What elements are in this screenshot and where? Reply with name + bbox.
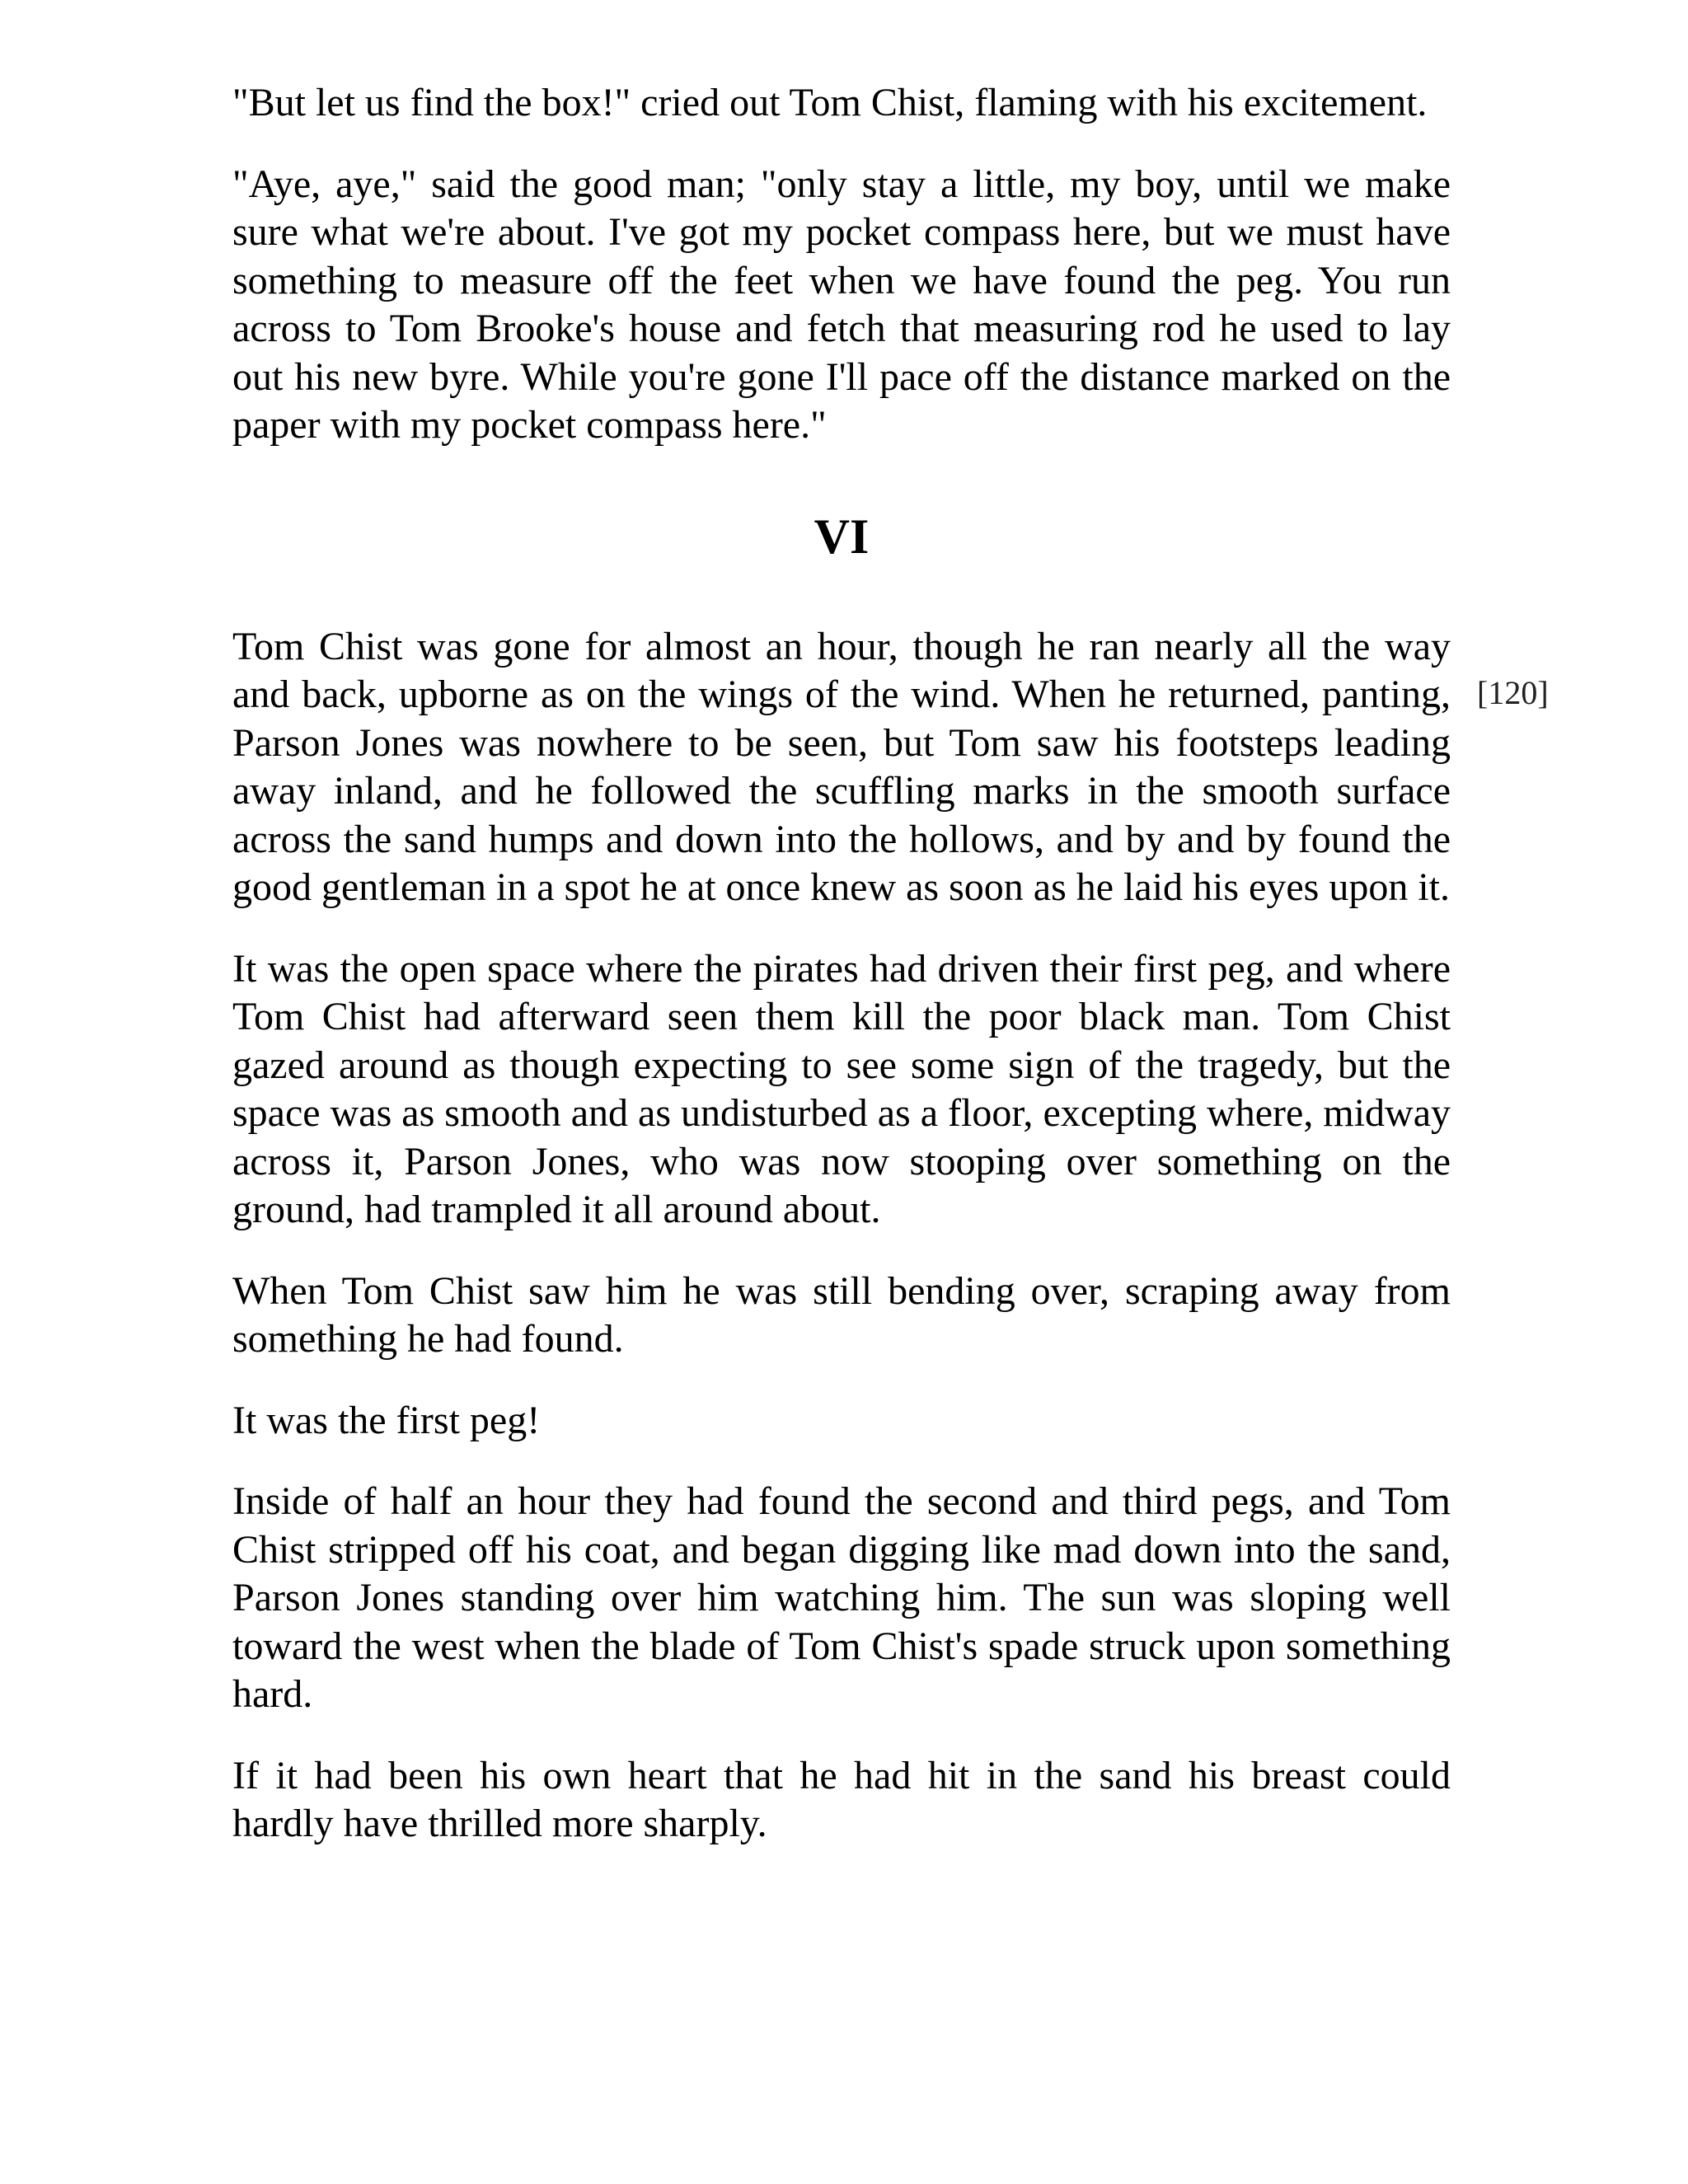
paragraph: If it had been his own heart that he had hit in the sand his breast could hardly have thrilled more sharply. xyxy=(232,1753,1451,1845)
chapter-heading: VI xyxy=(814,509,870,564)
paragraph: "But let us find the box!" cried out Tom Chist, flaming with his excitement. xyxy=(232,81,1428,124)
chapter-opening xyxy=(232,623,1549,912)
page-content xyxy=(232,79,1549,1882)
paragraph: "Aye, aye," said the good man; "only stay a little, my boy, until we make sure what we're about. I've got my pocket compass here, but we must have something to measure off the feet when we have found the peg. You run across to Tom Brooke's house and fetch that measuring rod he used to lay out his new byre. While you're gone I'll pace off the distance marked on the paper with my pocket compass here." xyxy=(232,162,1451,447)
paragraph: It was the open space where the pirates had driven their first peg, and where Tom Chist had afterward seen them kill the poor black man. Tom Chist gazed around as though expecting to see some sign of the tragedy, but the space was as smooth and as undisturbed as a floor, excepting where, midway across it, Parson Jones, who was now stooping over something on the ground, had trampled it all around about. xyxy=(232,946,1451,1231)
paragraph: When Tom Chist saw him he was still bending over, scraping away from something he had found. xyxy=(232,1268,1451,1361)
page-number: [120] xyxy=(1477,673,1549,711)
paragraph: Inside of half an hour they had found the second and third pegs, and Tom Chist stripped off his coat, and began digging like mad down into the sand, Parson Jones standing over him watching him. The sun was sloping well toward the west when the blade of Tom Chist's spade struck upon something hard. xyxy=(232,1479,1451,1716)
paragraph: Tom Chist was gone for almost an hour, though he ran nearly all the way and back, upborne as on the wings of the wind. When he returned, panting, Parson Jones was nowhere to be seen, but Tom saw his footsteps leading away inland, and he followed the scuffling marks in the smooth surface across the sand humps and down into the hollows, and by and by found the good gentleman in a spot he at once knew as soon as he laid his eyes upon it. xyxy=(232,624,1451,909)
paragraph: It was the first peg! xyxy=(232,1398,541,1442)
